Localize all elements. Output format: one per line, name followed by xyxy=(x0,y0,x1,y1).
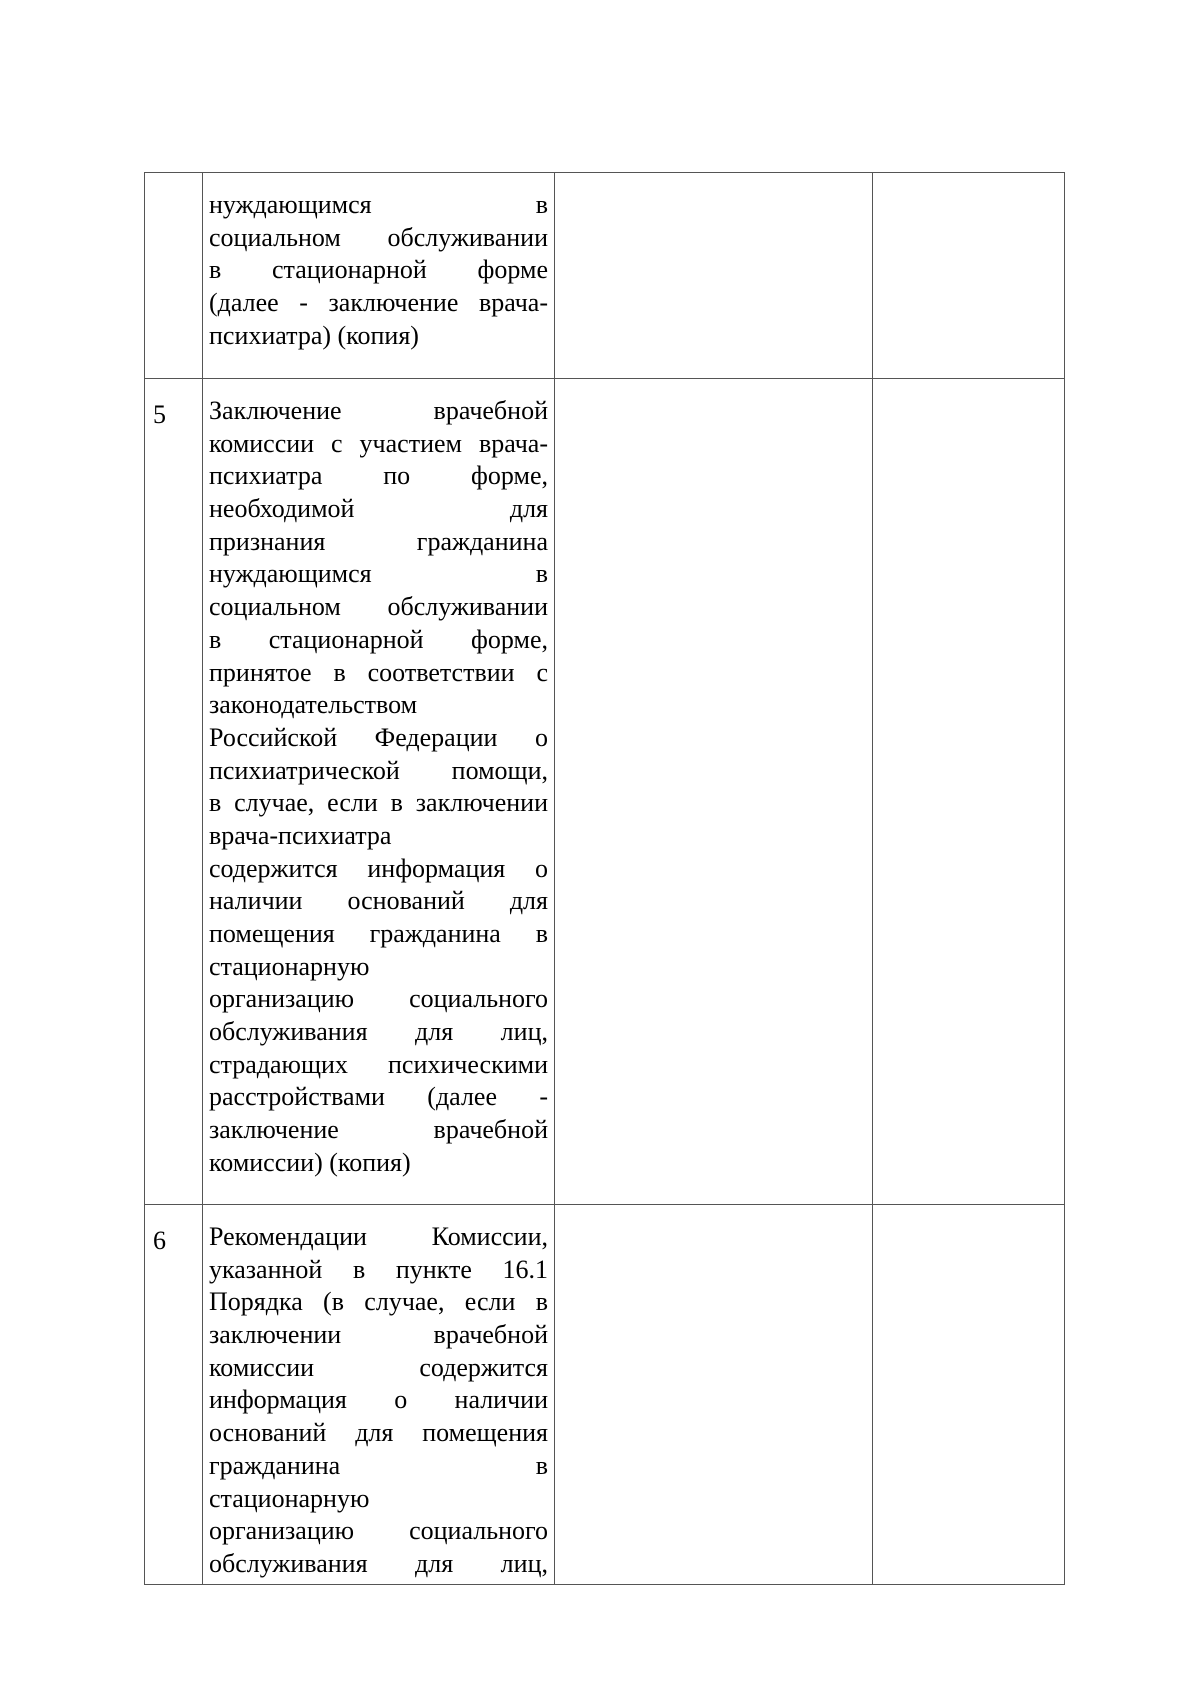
row-number-cell: 5 xyxy=(145,379,203,1205)
document-name-line: помещения гражданина в xyxy=(209,919,548,948)
document-name-line: в случае, если в заключении xyxy=(209,788,548,818)
document-name-line: законодательством xyxy=(209,690,418,720)
table-cell-col3 xyxy=(555,1205,873,1585)
document-name-line: Российской Федерации о xyxy=(209,722,548,752)
table-row xyxy=(145,1205,1065,1585)
document-name-line: организацию социального xyxy=(209,1516,548,1546)
document-name-cell xyxy=(203,173,555,379)
document-name-line: заключении врачебной xyxy=(209,1320,548,1350)
document-name-line: социальном обслуживании xyxy=(209,592,548,622)
document-name-cell xyxy=(203,1205,555,1585)
table-cell-col4 xyxy=(873,173,1065,379)
document-name-line: нуждающимся в xyxy=(209,559,548,589)
document-name-line: гражданина в xyxy=(209,1450,548,1480)
document-name-line: признания гражданина xyxy=(209,526,548,556)
document-name-line: принятое в соответствии с xyxy=(209,657,548,687)
document-name-line: комиссии с участием врача- xyxy=(209,428,548,458)
document-name-line: обслуживания для лиц, xyxy=(209,1017,548,1047)
document-name-line: в стационарной форме, xyxy=(209,624,548,654)
document-name-line: содержится информация о xyxy=(209,853,548,883)
documents-table xyxy=(144,172,1065,1585)
table-cell-col3 xyxy=(555,173,873,379)
document-name-line: заключение врачебной xyxy=(209,1115,548,1145)
document-name-line: психиатра по форме, xyxy=(209,461,548,491)
document-name-line: Заключение врачебной xyxy=(209,396,548,425)
table-cell-col4 xyxy=(873,379,1065,1205)
document-name-line: комиссии) (копия) xyxy=(209,1147,411,1177)
document-name-line: социальном обслуживании xyxy=(209,222,548,252)
document-name-line: Порядка (в случае, если в xyxy=(209,1287,548,1317)
document-name-line: указанной в пункте 16.1 xyxy=(209,1254,548,1284)
document-name-line: нуждающимся в xyxy=(209,190,548,219)
document-name-cell xyxy=(203,379,555,1205)
table-cell-col4 xyxy=(873,1205,1065,1585)
table-cell-col3 xyxy=(555,379,873,1205)
document-name-line: стационарную xyxy=(209,1483,370,1513)
row-number-cell xyxy=(145,173,203,379)
document-name-line: информация о наличии xyxy=(209,1385,548,1415)
document-name-line: психиатрической помощи, xyxy=(209,755,548,785)
document-name-line: в стационарной форме xyxy=(209,255,548,285)
document-name-line: организацию социального xyxy=(209,984,548,1014)
table-row xyxy=(145,173,1065,379)
document-name-line: оснований для помещения xyxy=(209,1418,548,1448)
document-name-line: обслуживания для лиц, xyxy=(209,1548,548,1578)
document-name-line: врача-психиатра xyxy=(209,820,392,850)
table-row xyxy=(145,379,1065,1205)
document-name-line: наличии оснований для xyxy=(209,886,548,916)
document-name-line: необходимой для xyxy=(209,494,548,524)
document-name-line: страдающих психическими xyxy=(209,1049,548,1079)
row-number-cell: 6 xyxy=(145,1205,203,1585)
document-name-line: Рекомендации Комиссии, xyxy=(209,1222,548,1251)
documents-table-body xyxy=(145,173,1065,1585)
document-name-line: (далее - заключение врача- xyxy=(209,288,548,318)
document-name-line: психиатра) (копия) xyxy=(209,320,419,350)
document-name-line: расстройствами (далее - xyxy=(209,1082,548,1112)
document-name-line: стационарную xyxy=(209,951,370,981)
document-name-line: комиссии содержится xyxy=(209,1352,548,1382)
